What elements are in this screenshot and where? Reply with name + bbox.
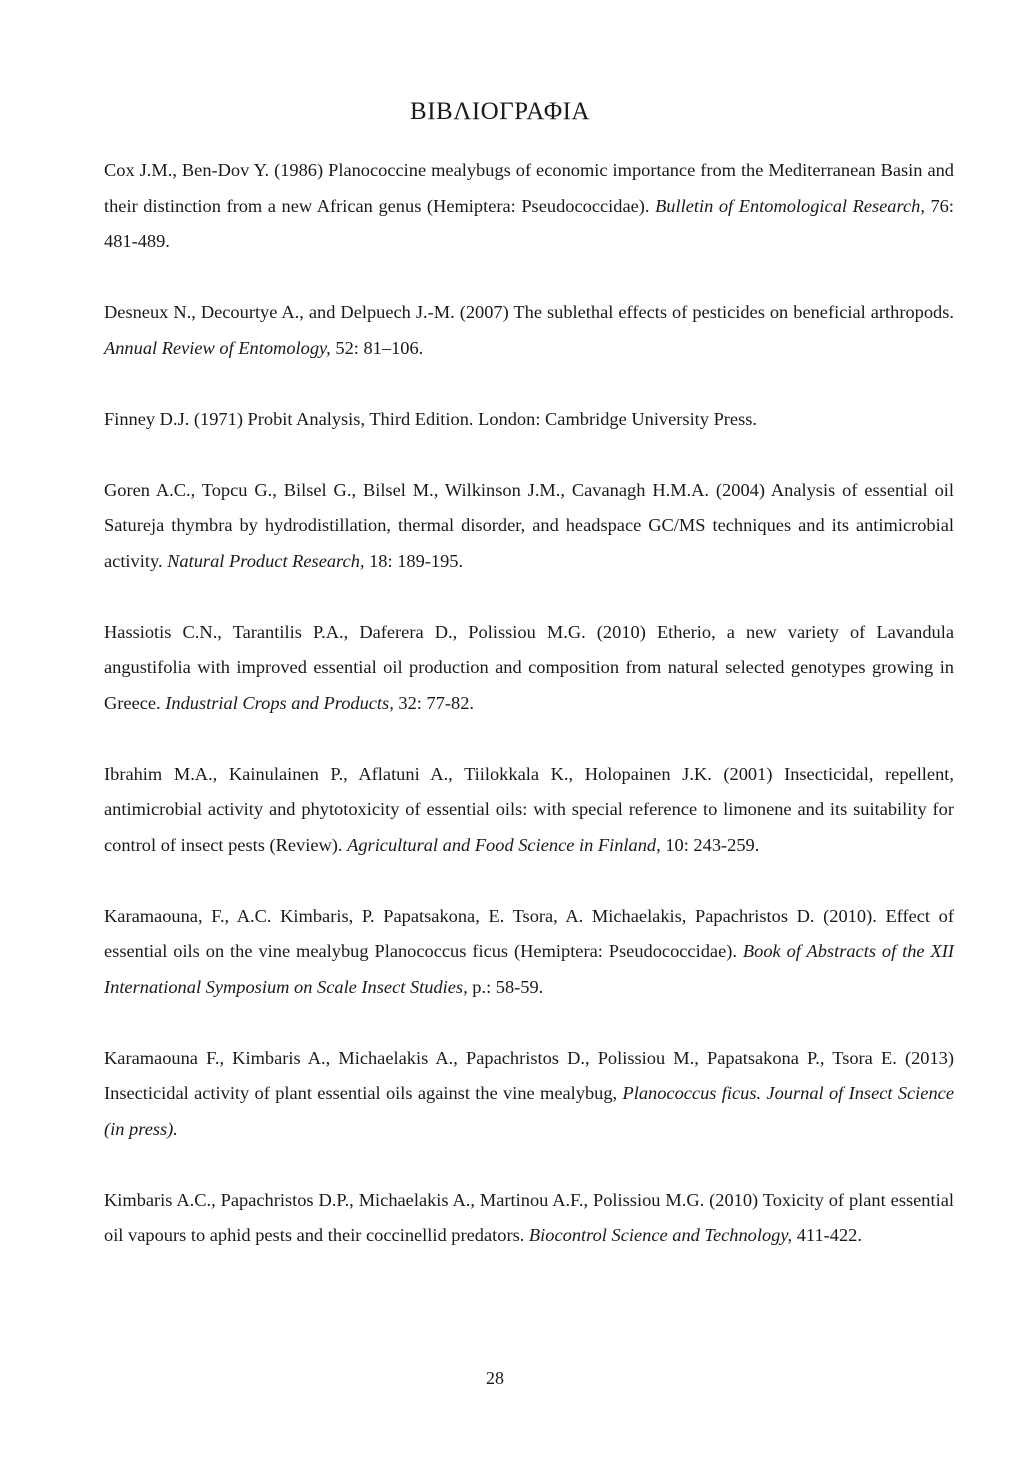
reference-journal: Planococcus ficus. Journal of Insect Science (in press). [104, 1083, 954, 1139]
page-title: ΒΙΒΛΙΟΓΡΑΦΙΑ [410, 98, 590, 125]
reference-text: Goren A.C., Topcu G., Bilsel G., Bilsel M., Wilkinson J.M., Cavanagh H.M.A. (2004) Analysis of essential oil Satureja thymbra by hydrodistillation, thermal disorder, and headspace GC/MS techniques and its antimicrobial activity. [104, 479, 954, 571]
reference-item [104, 153, 954, 260]
reference-item [104, 757, 954, 864]
reference-volume-pages: 76: 481-489. [104, 195, 954, 251]
reference-journal: Annual Review of Entomology, [104, 337, 331, 358]
reference-volume-pages: 32: 77-82. [393, 692, 475, 713]
reference-item [104, 615, 954, 722]
reference-journal: Biocontrol Science and Technology, [528, 1225, 793, 1245]
reference-volume-pages: p.: 58-59. [467, 976, 544, 997]
reference-item [104, 1041, 954, 1148]
reference-text: Karamaouna, F., A.C. Kimbaris, P. Papatsakona, E. Tsora, A. Michaelakis, Papachristos D. (2010). Effect of essential oils on the vine mealybug Planococcus ficus (Hemiptera: Pseudococcidae). [104, 905, 954, 961]
reference-journal: Book of Abstracts of the XII International Symposium on Scale Insect Studies, [104, 941, 955, 997]
reference-list [104, 153, 954, 1289]
reference-journal: Natural Product Research, [167, 550, 365, 571]
reference-volume-pages: 411-422. [792, 1225, 862, 1245]
reference-volume-pages: 52: 81–106. [330, 337, 424, 358]
reference-item [104, 1183, 954, 1254]
reference-item [104, 473, 954, 580]
reference-item [104, 295, 954, 366]
reference-text: Finney D.J. (1971) Probit Analysis, Third Edition. London: Cambridge University Press. [104, 408, 758, 429]
reference-text: Cox J.M., Ben-Dov Y. (1986) Planococcine mealybugs of economic importance from the Mediterranean Basin and their distinction from a new African genus (Hemiptera: Pseudococcidae). [104, 160, 954, 216]
reference-journal: Bulletin of Entomological Research, [655, 195, 925, 216]
reference-text: Karamaouna F., Kimbaris A., Michaelakis A., Papachristos D., Polissiou M., Papatsakona P., Tsora E. (2013) Insecticidal activity of plant essential oils against the vine mealybug, [104, 1047, 954, 1103]
reference-journal: Industrial Crops and Products, [165, 692, 394, 713]
reference-volume-pages: 10: 243-259. [660, 834, 760, 855]
reference-volume-pages: 18: 189-195. [364, 550, 464, 571]
reference-text: Hassiotis C.N., Tarantilis P.A., Daferera D., Polissiou M.G. (2010) Etherio, a new variety of Lavandula angustifolia with improved essential oil production and composition from natural selected genotypes growing in Greece. [104, 621, 954, 713]
reference-text: Ibrahim M.A., Kainulainen P., Aflatuni A., Tiilokkala K., Holopainen J.K. (2001) Insecticidal, repellent, antimicrobial activity and phytotoxicity of essential oils: with special reference to limonene and its suitability for control of insect pests (Review). [104, 763, 954, 855]
reference-text: Desneux N., Decourtye A., and Delpuech J.-M. (2007) The sublethal effects of pesticides on beneficial arthropods. [104, 302, 954, 322]
reference-item [104, 402, 954, 438]
reference-journal: Agricultural and Food Science in Finland, [347, 834, 661, 855]
reference-item [104, 899, 954, 1006]
reference-text: Kimbaris A.C., Papachristos D.P., Michaelakis A., Martinou A.F., Polissiou M.G. (2010) Toxicity of plant essential oil vapours to aphid pests and their coccinellid predators. [104, 1189, 954, 1245]
page-number: 28 [486, 1368, 504, 1388]
